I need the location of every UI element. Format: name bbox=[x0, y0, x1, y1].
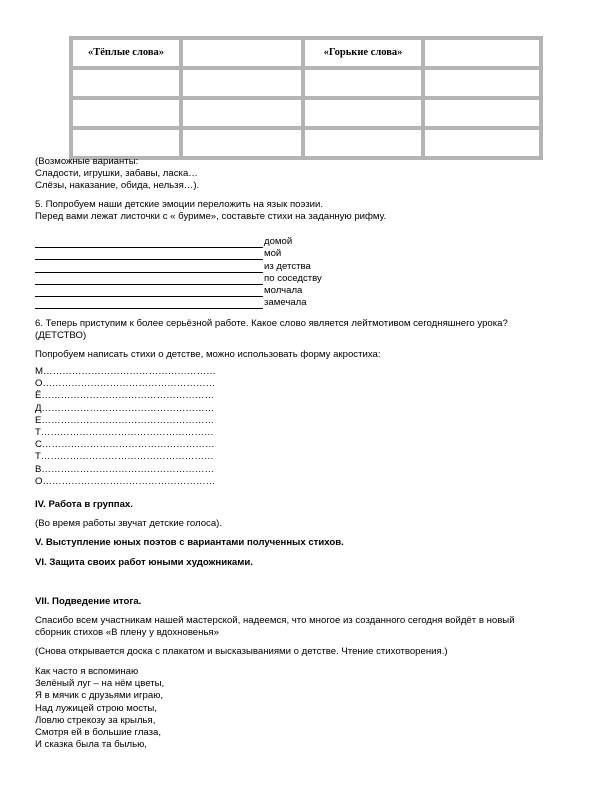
poem-line: Я в мячик с друзьями играю, bbox=[35, 690, 164, 702]
table-row bbox=[71, 128, 541, 158]
table-cell-warm-words: «Тёплые слова» bbox=[71, 38, 181, 68]
acrostic-line: В……………………………………………… bbox=[35, 463, 215, 475]
acrostic-line: Т……………………………………………… bbox=[35, 426, 214, 438]
variants-line: Сладости, игрушки, забавы, ласка… bbox=[35, 168, 198, 179]
rhyme-line bbox=[35, 285, 322, 297]
acrostic-line: О……………………………………………… bbox=[35, 378, 216, 390]
table-header-row bbox=[71, 38, 541, 68]
variants-line: (Возможные варианты: bbox=[35, 156, 139, 167]
table-cell bbox=[71, 128, 181, 158]
acrostic-lines bbox=[35, 366, 216, 488]
section7-note: (Снова открывается доска с плакатом и высказываниями о детстве. Чтение стихотворения.) bbox=[35, 646, 448, 657]
rhyme-word: замечала bbox=[264, 297, 307, 309]
blank-line[interactable] bbox=[35, 299, 263, 309]
blank-line[interactable] bbox=[35, 263, 263, 273]
table-row bbox=[71, 68, 541, 98]
task6-line: (ДЕТСТВО) bbox=[35, 330, 87, 341]
table-cell bbox=[181, 68, 303, 98]
table-cell bbox=[181, 38, 303, 68]
section6-heading: VI. Защита своих работ юными художниками. bbox=[35, 557, 253, 568]
poem-line: Зелёный луг – на нём цветы, bbox=[35, 678, 165, 690]
section7-text: Спасибо всем участникам нашей мастерской, надеемся, что многое из созданного сегодня войдёт в новый bbox=[35, 615, 515, 626]
table-cell bbox=[303, 68, 423, 98]
acrostic-line: С……………………………………………… bbox=[35, 439, 215, 451]
rhyme-lines bbox=[35, 236, 322, 309]
table-cell bbox=[181, 128, 303, 158]
task6-line: 6. Теперь приступим к более серьёзной работе. Какое слово является лейтмотивом сегодняшнего урока? bbox=[35, 318, 508, 329]
table-cell bbox=[71, 68, 181, 98]
table-cell bbox=[423, 98, 541, 128]
table-cell-bitter-words: «Горькие слова» bbox=[303, 38, 423, 68]
table-cell bbox=[181, 98, 303, 128]
rhyme-word: мой bbox=[264, 248, 282, 260]
section7-text: сборник стихов «В плену у вдохновенья» bbox=[35, 627, 219, 638]
rhyme-line bbox=[35, 236, 322, 248]
table-cell bbox=[71, 98, 181, 128]
poem-line: Ловлю стрекозу за крылья, bbox=[35, 714, 156, 726]
poem-line: Смотря ей в большие глаза, bbox=[35, 726, 162, 738]
acrostic-line: М……………………………………………… bbox=[35, 366, 216, 377]
rhyme-word: из детства bbox=[264, 260, 311, 272]
poem bbox=[35, 666, 164, 751]
acrostic-line: Т……………………………………………… bbox=[35, 451, 214, 463]
acrostic-line: Е……………………………………………… bbox=[35, 414, 215, 426]
blank-line[interactable] bbox=[35, 250, 263, 260]
section7-heading: VII. Подведение итога. bbox=[35, 596, 142, 607]
table-cell bbox=[423, 38, 541, 68]
rhyme-word: домой bbox=[264, 236, 293, 248]
rhyme-line bbox=[35, 260, 322, 272]
blank-line[interactable] bbox=[35, 287, 263, 297]
rhyme-word: молчала bbox=[264, 284, 303, 296]
acrostic-line: Д……………………………………………… bbox=[35, 402, 215, 414]
section5-heading: V. Выступление юных поэтов с вариантами полученных стихов. bbox=[35, 537, 344, 548]
rhyme-line bbox=[35, 248, 322, 260]
warm-bitter-words-table bbox=[69, 36, 543, 160]
table-cell bbox=[423, 68, 541, 98]
section4-note: (Во время работы звучат детские голоса). bbox=[35, 518, 223, 529]
poem-line: Как часто я вспоминаю bbox=[35, 666, 139, 677]
acrostic-line: Ё……………………………………………… bbox=[35, 390, 215, 402]
task5-line: 5. Попробуем наши детские эмоции переложить на язык поэзии. bbox=[35, 199, 324, 210]
table-cell bbox=[303, 128, 423, 158]
acrostic-intro: Попробуем написать стихи о детстве, можно использовать форму акростиха: bbox=[35, 349, 381, 360]
rhyme-line bbox=[35, 273, 322, 285]
blank-line[interactable] bbox=[35, 275, 263, 285]
table-row bbox=[71, 98, 541, 128]
acrostic-line: О……………………………………………… bbox=[35, 475, 216, 487]
table-cell bbox=[423, 128, 541, 158]
poem-line: И сказка была та былью, bbox=[35, 739, 147, 751]
variants-line: Слёзы, наказание, обида, нельзя…). bbox=[35, 180, 200, 191]
poem-line: Над лужицей строю мосты, bbox=[35, 702, 157, 714]
section4-heading: IV. Работа в группах. bbox=[35, 499, 133, 510]
task5-line: Перед вами лежат листочки с « буриме», составьте стихи на заданную рифму. bbox=[35, 211, 387, 222]
rhyme-word: по соседству bbox=[264, 272, 322, 284]
table-cell bbox=[303, 98, 423, 128]
rhyme-line bbox=[35, 297, 322, 309]
blank-line[interactable] bbox=[35, 238, 263, 248]
